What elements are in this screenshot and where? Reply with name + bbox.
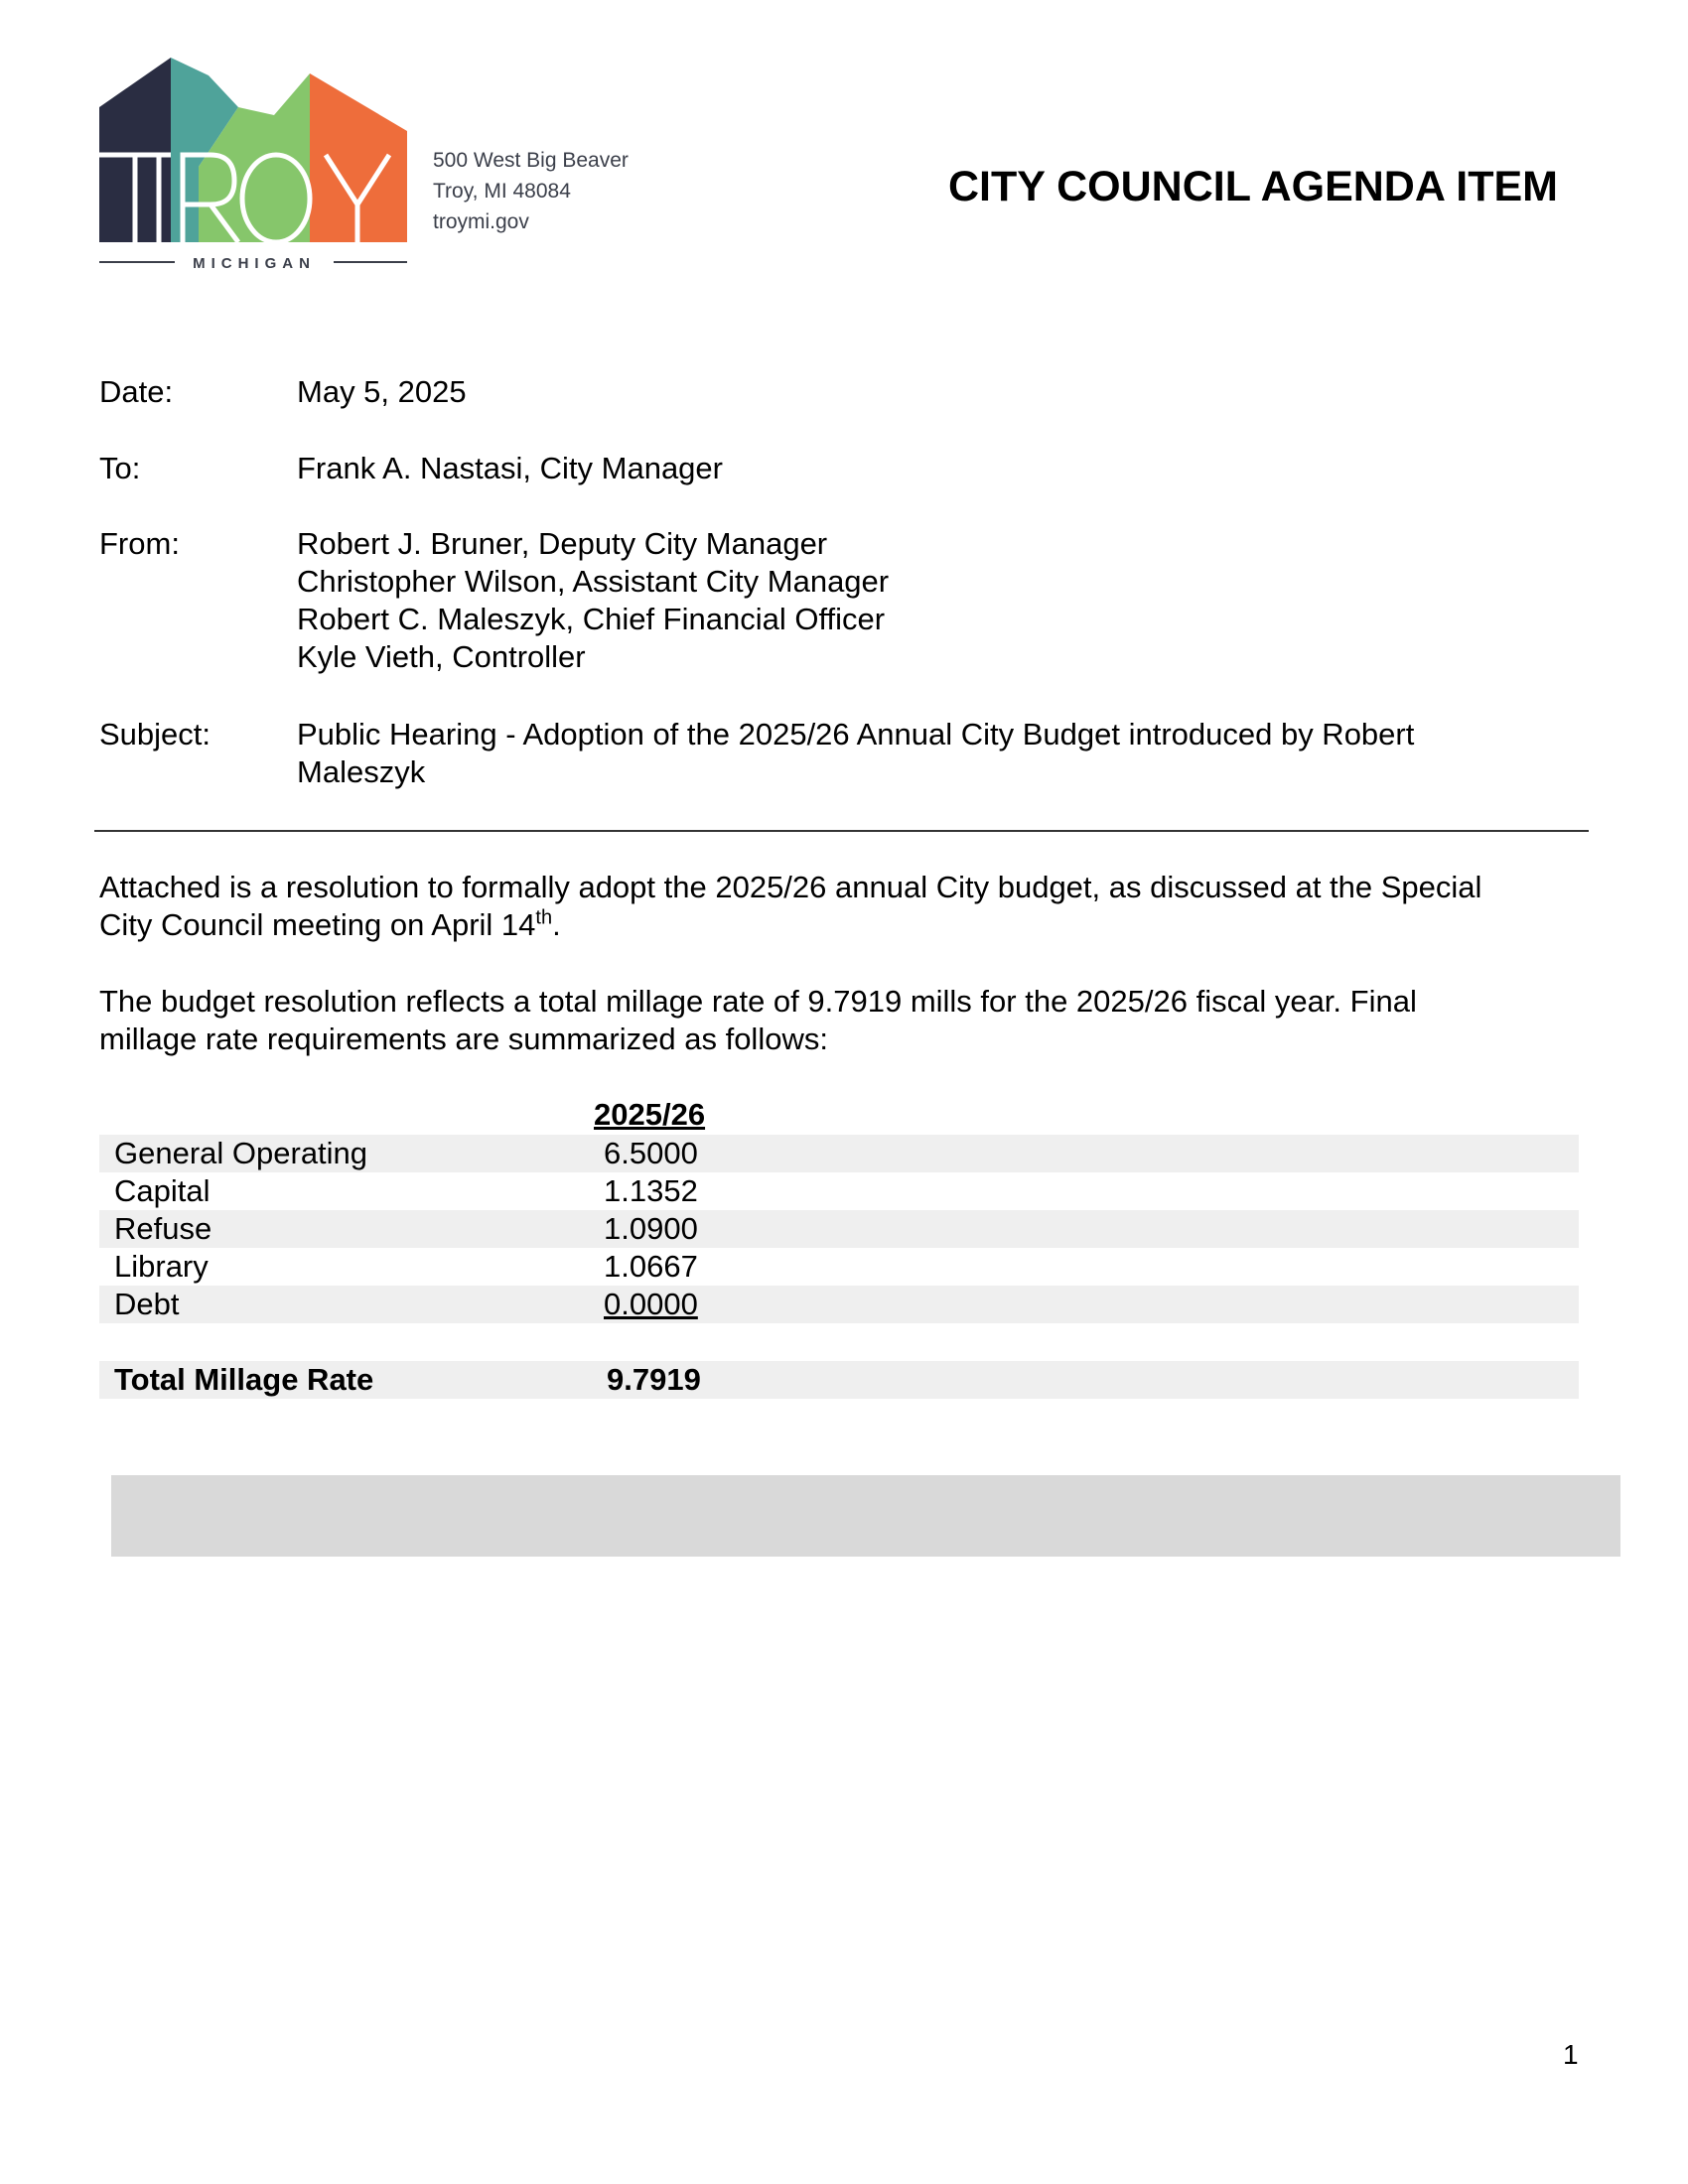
gray-band bbox=[111, 1475, 1620, 1557]
from-line: Robert C. Maleszyk, Chief Financial Officer bbox=[297, 602, 886, 636]
row-value: 6.5000 bbox=[604, 1136, 698, 1170]
intro-line bbox=[99, 906, 1589, 944]
header-divider bbox=[94, 830, 1589, 832]
to-value: Frank A. Nastasi, City Manager bbox=[297, 451, 723, 485]
table-row bbox=[99, 1210, 1579, 1248]
row-name: Library bbox=[114, 1249, 209, 1284]
row-value: 1.0900 bbox=[604, 1211, 698, 1246]
subject-label: Subject: bbox=[99, 717, 211, 751]
subject-line: Public Hearing - Adoption of the 2025/26 Annual City Budget introduced by Robert bbox=[297, 717, 1415, 751]
row-name: General Operating bbox=[114, 1136, 368, 1170]
subject-value bbox=[297, 716, 1578, 791]
table-row bbox=[99, 1286, 1579, 1323]
from-line: Robert J. Bruner, Deputy City Manager bbox=[297, 526, 828, 561]
subject-line: Maleszyk bbox=[297, 754, 426, 789]
row-value: 0.0000 bbox=[604, 1287, 698, 1321]
millage-paragraph bbox=[99, 983, 1589, 1058]
millage-line: millage rate requirements are summarized as follows: bbox=[99, 1022, 828, 1056]
troy-logo-graphic bbox=[99, 58, 407, 270]
from-line: Kyle Vieth, Controller bbox=[297, 639, 586, 674]
from-line: Christopher Wilson, Assistant City Manager bbox=[297, 564, 890, 599]
total-label: Total Millage Rate bbox=[114, 1362, 374, 1397]
logo-tagline: MICHIGAN bbox=[193, 255, 316, 270]
address-city: Troy, MI 48084 bbox=[433, 180, 571, 203]
table-row bbox=[99, 1135, 1579, 1172]
city-address bbox=[433, 145, 629, 237]
address-website: troymi.gov bbox=[433, 210, 529, 233]
row-name: Debt bbox=[114, 1287, 180, 1321]
row-value: 1.1352 bbox=[604, 1173, 698, 1208]
total-row bbox=[99, 1361, 1579, 1399]
row-name: Refuse bbox=[114, 1211, 212, 1246]
date-value: May 5, 2025 bbox=[297, 374, 467, 409]
intro-period: . bbox=[552, 907, 561, 942]
address-street: 500 West Big Beaver bbox=[433, 149, 629, 172]
page-number: 1 bbox=[1563, 2039, 1579, 2070]
column-header: 2025/26 bbox=[594, 1097, 706, 1132]
document-title: CITY COUNCIL AGENDA ITEM bbox=[948, 163, 1558, 210]
ordinal-suffix: th bbox=[535, 906, 553, 929]
row-value: 1.0667 bbox=[604, 1249, 698, 1284]
to-label: To: bbox=[99, 451, 141, 485]
intro-text: City Council meeting on April 14 bbox=[99, 907, 536, 942]
date-label: Date: bbox=[99, 374, 174, 409]
from-label: From: bbox=[99, 526, 180, 561]
troy-logo bbox=[99, 58, 407, 270]
from-list bbox=[297, 525, 1578, 676]
table-row bbox=[99, 1248, 1579, 1286]
millage-line: The budget resolution reflects a total millage rate of 9.7919 mills for the 2025/26 fiscal year. Final bbox=[99, 984, 1417, 1019]
intro-line: Attached is a resolution to formally adopt the 2025/26 annual City budget, as discussed at the Special bbox=[99, 870, 1482, 904]
intro-paragraph bbox=[99, 869, 1589, 944]
table-row bbox=[99, 1172, 1579, 1210]
row-name: Capital bbox=[114, 1173, 211, 1208]
total-value: 9.7919 bbox=[607, 1362, 701, 1397]
